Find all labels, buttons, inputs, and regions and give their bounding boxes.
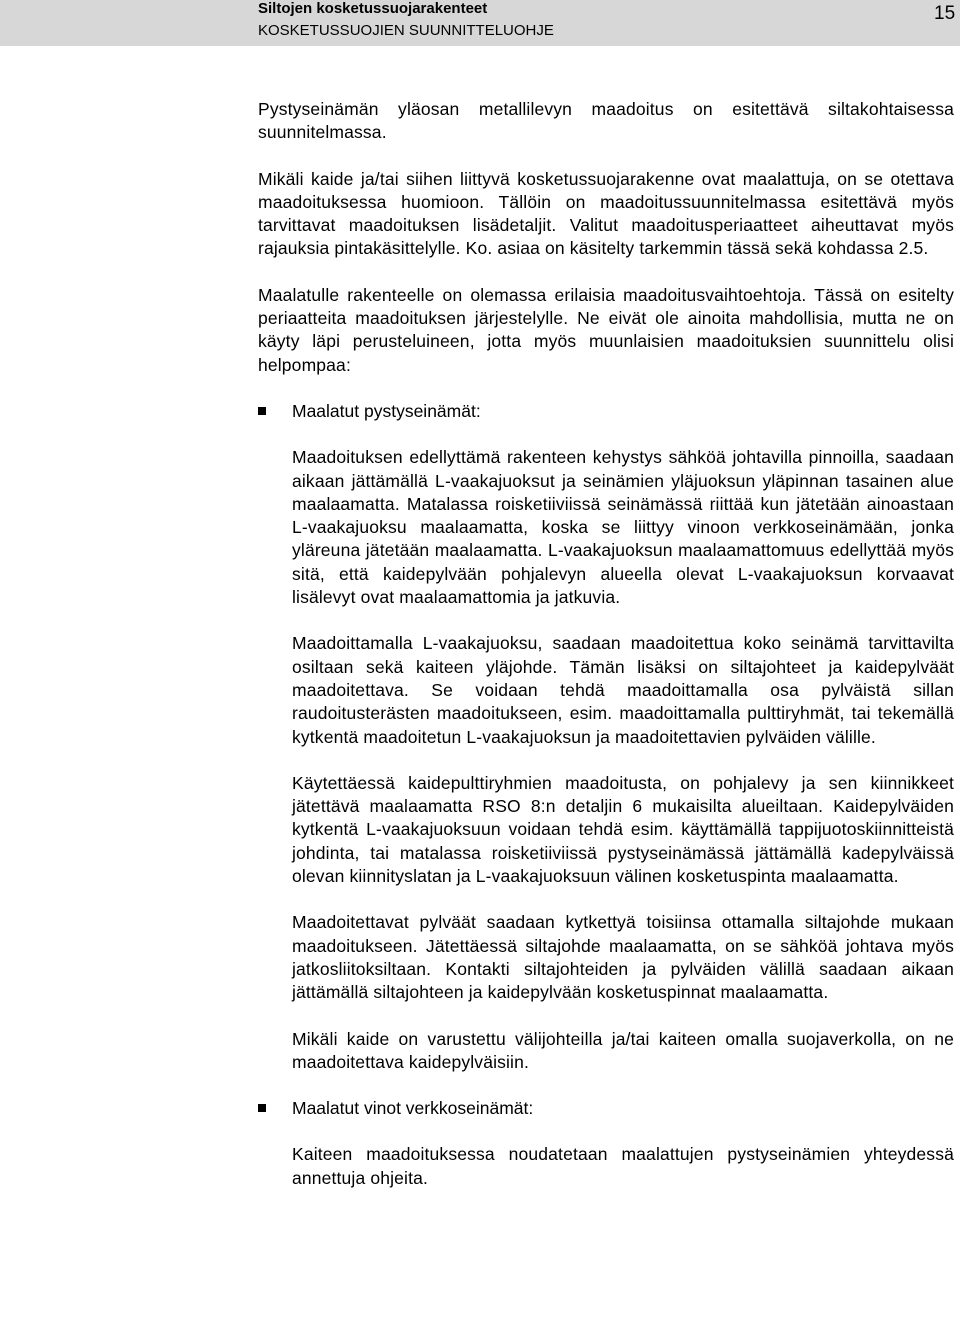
square-bullet-icon	[258, 1104, 266, 1112]
paragraph: Mikäli kaide on varustettu välijohteilla ja/tai kaiteen omalla suojaverkolla, on ne maadoitettava kaidepylväisiin.	[292, 1028, 954, 1072]
bullet-item	[258, 1097, 954, 1190]
bullet-item	[258, 400, 954, 1074]
paragraph: Mikäli kaide ja/tai siihen liittyvä kosketussuojarakenne ovat maalattuja, on se otettava maadoituksessa huomioon. Tällöin on maadoitussuunnitelmassa esitettävä myös tarvittavat maadoituksen lisädetaljit. Valitut maadoitusperiaatteet aiheuttavat myös rajauksia pintakäsittelylle. Ko. asiaa on käsitelty tarkemmin tässä sekä kohdassa 2.5.	[258, 168, 954, 259]
paragraph: Maadoittamalla L-vaakajuoksu, saadaan maadoitettua koko seinämä tarvittavilta osiltaan sekä kaiteen yläjohde. Tämän lisäksi on siltajohteet ja kaidepylväät maadoitettava. Se voidaan tehdä maadoittamalla osa pylväistä sillan raudoitusterästen maadoitukseen, esim. maadoittamalla pulttiryhmät, tai tekemällä kytkentä maadoitetun L-vaakajuoksun ja maadoitettavien pylväiden välille.	[292, 633, 954, 747]
page-number: 15	[934, 3, 956, 24]
bullet-body	[292, 446, 954, 1074]
bullet-body	[292, 1143, 954, 1190]
document-title: Siltojen kosketussuojarakenteet	[258, 0, 488, 17]
paragraph: Maadoitettavat pylväät saadaan kytkettyä toisiinsa ottamalla siltajohde mukaan maadoitukseen. Jätettäessä siltajohde maalaamatta, on se sähköä johtava myös jatkosliitoksiltaan. Kontakti siltajohteiden ja pylväiden välillä saadaan aikaan jättämällä siltajohteen ja kaidepylvään kosketuspinnat maalaamatta.	[292, 912, 954, 1003]
page-header	[0, 0, 960, 46]
paragraph: Käytettäessä kaidepulttiryhmien maadoitusta, on pohjalevy ja sen kiinnikkeet jätettävä maalaamatta RSO 8:n detaljin 6 mukaisilta alueiltaan. Kaidepylväiden kytkentä L-vaakajuoksuun voidaan tehdä esim. käyttämällä tappijuotoskiinnitteistä johdinta, tai matalassa roisketiiviissä pystyseinämässä jättämällä kadepylväissä olevan kiinnityslatan ja L-vaakajuoksuun välinen kosketuspinta maalaamatta.	[292, 772, 954, 887]
body-content	[258, 98, 954, 1190]
document-subtitle: KOSKETUSSUOJIEN SUUNNITTELUOHJE	[258, 22, 554, 39]
square-bullet-icon	[258, 407, 266, 415]
paragraph: Maalatulle rakenteelle on olemassa erilaisia maadoitusvaihtoehtoja. Tässä on esitelty periaatteita maadoituksen järjestelylle. Ne eivät ole ainoita mahdollisia, mutta ne on käyty läpi perusteluineen, jotta myös muunlaisien maadoituksien suunnittelu olisi helpompaa:	[258, 284, 954, 375]
bullet-label: Maalatut pystyseinämät:	[292, 400, 481, 421]
paragraph: Kaiteen maadoituksessa noudatetaan maalattujen pystyseinämien yhteydessä annettuja ohjeita.	[292, 1144, 954, 1188]
paragraph: Maadoituksen edellyttämä rakenteen kehystys sähköä johtavilla pinnoilla, saadaan aikaan jättämällä L-vaakajuoksut ja seinämien yläjuoksun yläpinnan tasainen alue maalaamatta. Matalassa roisketiiviissä seinämässä riittää kun jätetään ainoastaan L-vaakajuoksu maalaamatta, koska se liittyy vinoon verkkoseinämään, jonka yläreuna jätetään maalaamatta. L-vaakajuoksun maalaamattomuus edellyttää myös sitä, että kaidepylvään pohjalevyn alueella olevat L-vaakajuoksun korvaavat lisälevyt ovat maalaamattomia ja jatkuvia.	[292, 447, 954, 608]
paragraph: Pystyseinämän yläosan metallilevyn maadoitus on esitettävä siltakohtaisessa suunnitelmassa.	[258, 99, 954, 143]
bullet-label: Maalatut vinot verkkoseinämät:	[292, 1098, 534, 1119]
